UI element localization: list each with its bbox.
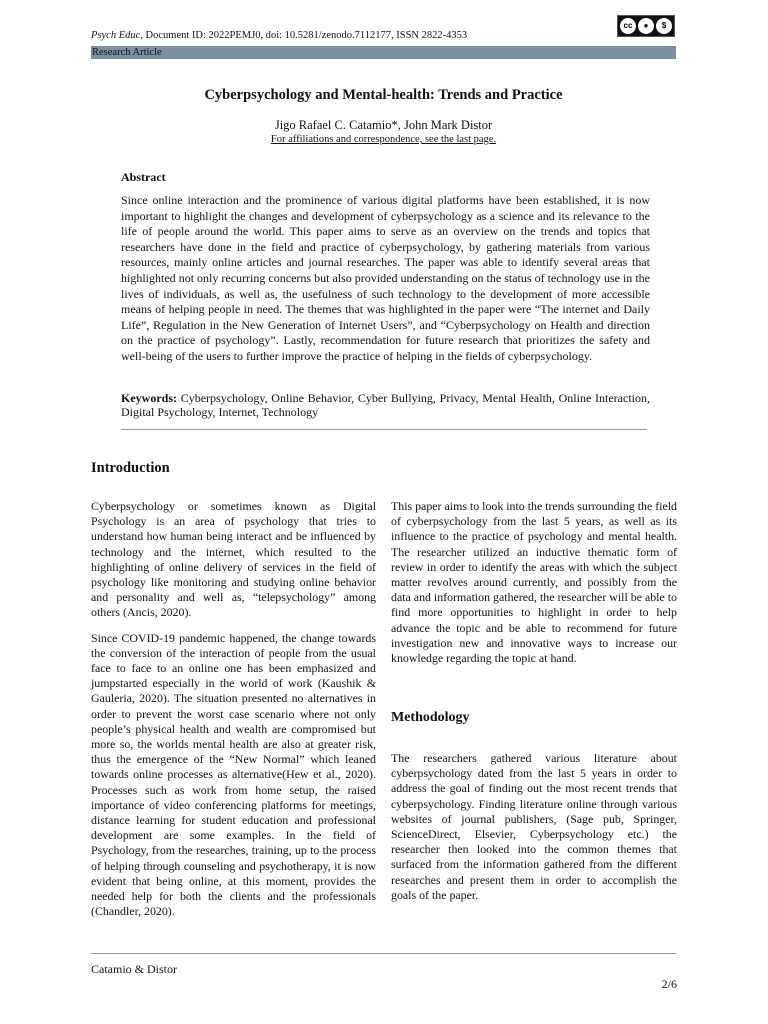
keywords-label: Keywords: [121, 391, 177, 405]
right-column-top [391, 499, 677, 666]
methodology-heading: Methodology [391, 710, 470, 725]
intro-paragraph-1: Cyberpsychology or sometimes known as Digital Psychology is an area of psychology that tries to understand how human being interact and be influenced by technology and the internet, which resulted to the highlighting of online delivery of services in the field of psychology like monitoring and studying online behavior and personality and well as, “telepsychology” among others (Ancis, 2020). [91, 499, 376, 620]
right-column-bottom [391, 751, 677, 903]
abstract-body: Since online interaction and the prominence of various digital platforms have been established, it is now important to highlight the changes and development of cyberpsychology as a science and its relevance to the life of people around the world. This paper aims to serve as an overview on the trends and topics that researchers have done in the field and practice of cyberpsychology, by gathering materials from various resources, mainly online articles and journal researches. The paper was able to identify several areas that highlighted not only recurring concerns but also provided understanding on the status of technology use in the lives of individuals, as well as, the usefulness of such technology to the development of more accessible means of helping people in need. The themes that was highlighted in the paper were “The internet and Daily Life”, Regulation in the New Generation of Internet Users”, and “Cyberpsychology on Health and direction on the practice of psychology”. Lastly, recommendation for future research that prioritizes the safety and well-being of the users to further improve the practice of helping in the fields of cyberpsychology. [121, 193, 650, 363]
cc-license-badge[interactable] [617, 15, 675, 37]
intro-paragraph-3: This paper aims to look into the trends surrounding the field of cyberpsychology from the last 5 years, as well as its influence to the practice of psychology and mental health. The researcher utilized an inductive thematic form of review in order to identify the areas with which the subject matter revolves around currently, and possibly from the data and information gathered, the researcher will be able to find more opportunities to highlight in order to help advance the topic and be able to recommend for future investigation new and innovative ways to increase our knowledge regarding the topic at hand. [391, 499, 677, 666]
keywords-list: Cyberpsychology, Online Behavior, Cyber Bullying, Privacy, Mental Health, Online Interaction, Digital Psychology, Internet, Technology [121, 391, 650, 419]
cc-icon: cc [620, 18, 636, 34]
introduction-heading: Introduction [91, 460, 170, 476]
intro-paragraph-2: Since COVID-19 pandemic happened, the change towards the conversion of the interaction of people from the usual face to face to an online one has been emphasized and jumpstarted especially in the world of work (Kaushik & Gauleria, 2020). The situation presented no alternatives in order to prevent the worst case scenario where not only people’s physical health and wealth are compromised but more so, the worlds mental health are also at greater risk, thus the emergence of the “New Normal” which leaned towards online processes as alternative(Hew et al., 2020). Processes such as work from home setup, the raised importance of video conferencing platforms for meetings, distance learning for student education and professional development are some examples. In the field of Psychology, from the researches, training, up to the process of helping through counseling and psychotherapy, it is now evident that being online, at this moment, provides the needed help for both the clients and the professionals (Chandler, 2020). [91, 630, 376, 919]
journal-name: Psych Educ [91, 30, 141, 41]
left-column [91, 499, 376, 919]
noncommercial-icon: $ [656, 18, 672, 34]
attribution-icon: ● [638, 18, 654, 34]
citation-info: , Document ID: 2022PEMJ0, doi: 10.5281/zenodo.7112177, ISSN 2822-4353 [140, 30, 468, 41]
abstract-divider [121, 429, 647, 430]
paper-title: Cyberpsychology and Mental-health: Trends and Practice [204, 87, 563, 103]
affiliation-link[interactable]: For affiliations and correspondence, see the last page. [270, 134, 497, 145]
abstract-heading: Abstract [121, 170, 166, 184]
footer-divider [91, 953, 676, 954]
methodology-paragraph: The researchers gathered various literature about cyberpsychology dated from the last 5 years in order to address the goal of finding out the most recent trends that cyberpsychology. Finding literature online through various websites of journal publishers, (Sage pub, Springer, ScienceDirect, Elsevier, Cyberpsychology etc.) the researcher then looked into the common themes that surfaced from the information gathered from the different researches and present them in order to accomplish the goals of the paper. [391, 751, 677, 902]
footer-authors: Catamio & Distor [91, 962, 177, 976]
keywords [121, 391, 650, 419]
page-number: 2/6 [661, 977, 677, 991]
section-bar: Research Article [91, 46, 676, 59]
paper-authors: Jigo Rafael C. Catamio*, John Mark Distor [274, 118, 493, 132]
journal-header [91, 29, 611, 42]
